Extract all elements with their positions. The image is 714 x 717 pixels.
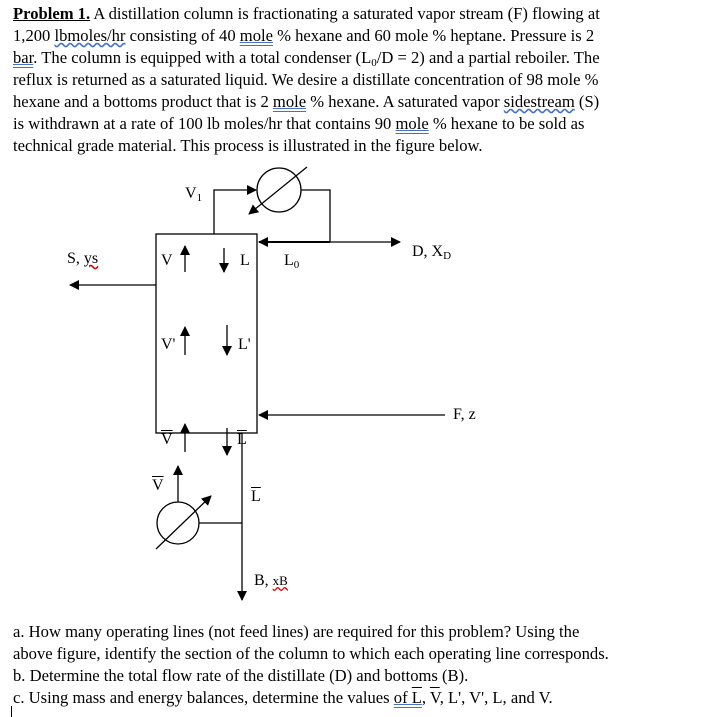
problem-heading: Problem 1.	[13, 4, 91, 23]
label-l-prime: L'	[238, 336, 251, 353]
label-bottoms: B, xB	[254, 572, 288, 589]
problem-line-7: technical grade material. This process is illustrated in the figure below.	[13, 136, 483, 155]
grammar-flag[interactable]: mole	[272, 92, 307, 111]
reboiler-icon	[157, 502, 199, 544]
label-lbar-bottoms: $\overline{L}$	[251, 488, 261, 505]
label-reflux: $L_0$	[284, 252, 300, 271]
question-b: b. Determine the total flow rate of the distillate (D) and bottoms (B).	[13, 666, 469, 685]
grammar-flag[interactable]: of L	[393, 688, 422, 707]
label-vbar-inside: $\overline{V}$	[161, 431, 173, 448]
label-vbar-boilup: $\overline{V}$	[152, 477, 164, 494]
label-v-prime: V'	[161, 336, 176, 353]
distillation-column-diagram	[0, 160, 714, 620]
problem-line-2: 1,200 lbmoles/hr consisting of 40 mole % hexane and 60 mole % heptane. Pressure is 2	[13, 26, 595, 45]
question-a-line-2: above figure, identify the section of the column to which each operating line corresponds.	[13, 644, 609, 663]
label-l-top: L	[240, 252, 250, 269]
label-sidestream: S, ys	[67, 250, 99, 267]
diagram-lines	[0, 160, 714, 620]
problem-line-5: hexane and a bottoms product that is 2 mole % hexane. A saturated vapor sidestream (S)	[13, 92, 600, 111]
overhead-vapor-line	[214, 190, 256, 234]
grammar-flag[interactable]: mole	[395, 114, 429, 133]
grammar-flag[interactable]: mole	[239, 26, 273, 45]
problem-line-1: Problem 1. A distillation column is fractionating a saturated vapor stream (F) flowing at	[13, 4, 600, 23]
problem-line-6: is withdrawn at a rate of 100 lb moles/hr that contains 90 mole % hexane to be sold as	[13, 114, 585, 133]
label-feed: F, z	[453, 406, 476, 423]
label-v-top: V	[161, 252, 173, 269]
spell-flag[interactable]: sidestream	[503, 92, 575, 111]
label-v1: $V_1$	[185, 185, 203, 204]
label-distillate: D, $X_D$	[412, 243, 452, 262]
grammar-flag[interactable]: bar	[13, 48, 34, 67]
spell-flag[interactable]: lbmoles/hr	[54, 26, 126, 45]
condenser-arrow	[249, 167, 307, 214]
label-lbar-inside: $\overline{L}$	[237, 431, 247, 448]
problem-line-3: bar. The column is equipped with a total condenser $(L_0/D = 2)$ and a partial reboiler. The	[13, 48, 600, 69]
questions	[13, 621, 708, 709]
question-a-line-1: a. How many operating lines (not feed lines) are required for this problem? Using the	[13, 622, 580, 641]
question-c: c. Using mass and energy balances, determine the values of L, $\overline{V}$, L', V', L, and V.	[13, 688, 553, 707]
problem-statement	[13, 3, 708, 157]
text-cursor	[11, 706, 12, 717]
problem-line-4: reflux is returned as a saturated liquid. We desire a distillate concentration of 98 mole %	[13, 70, 599, 89]
